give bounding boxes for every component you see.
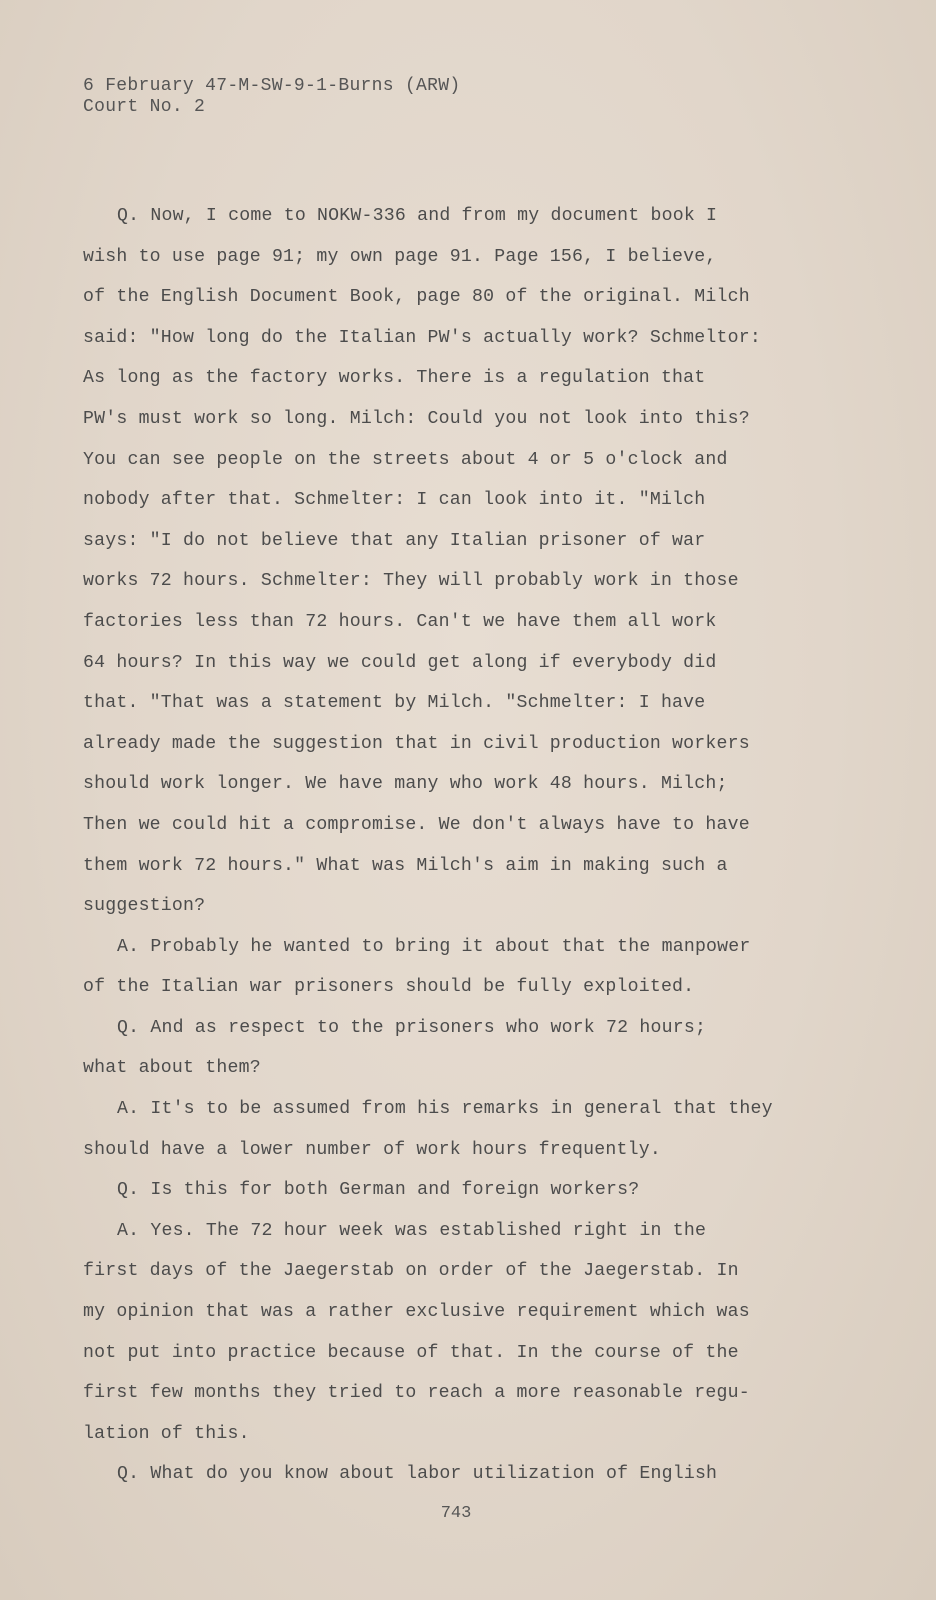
transcript-line: already made the suggestion that in civil production workers xyxy=(83,733,750,754)
transcript-line: suggestion? xyxy=(83,896,206,917)
transcript-line: factories less than 72 hours. Can't we have them all work xyxy=(83,611,717,632)
document-header xyxy=(83,76,460,118)
header-date-line: 6 February 47-M-SW-9-1-Burns (ARW) xyxy=(83,76,461,96)
transcript-line: 64 hours? In this way we could get along if everybody did xyxy=(83,652,717,673)
transcript-line: Q. Now, I come to NOKW-336 and from my document book I xyxy=(117,206,718,226)
transcript-line: Then we could hit a compromise. We don't always have to have xyxy=(83,814,750,835)
transcript-line: not put into practice because of that. In the course of the xyxy=(83,1342,739,1363)
transcript-line: first days of the Jaegerstab on order of the Jaegerstab. In xyxy=(83,1261,739,1282)
transcript-line: them work 72 hours." What was Milch's aim in making such a xyxy=(83,855,728,876)
transcript-line: A. Yes. The 72 hour week was established right in the xyxy=(117,1220,707,1241)
transcript-line: Q. Is this for both German and foreign workers? xyxy=(117,1180,640,1201)
transcript-line: my opinion that was a rather exclusive requirement which was xyxy=(83,1302,750,1323)
transcript-line: A. It's to be assumed from his remarks in general that they xyxy=(117,1099,773,1120)
transcript-line: Q. And as respect to the prisoners who work 72 hours; xyxy=(117,1017,707,1038)
transcript-line: lation of this. xyxy=(83,1423,250,1444)
transcript-line: should work longer. We have many who work 48 hours. Milch; xyxy=(83,774,728,795)
transcript-line: should have a lower number of work hours frequently. xyxy=(83,1139,661,1160)
transcript-line: PW's must work so long. Milch: Could you not look into this? xyxy=(83,408,750,429)
header-court-line: Court No. 2 xyxy=(83,97,206,117)
transcript-body xyxy=(83,196,843,1495)
transcript-line: nobody after that. Schmelter: I can look into it. "Milch xyxy=(83,490,706,511)
transcript-line: says: "I do not believe that any Italian prisoner of war xyxy=(83,530,706,551)
page-number: 743 xyxy=(440,1504,472,1523)
transcript-line: You can see people on the streets about 4 or 5 o'clock and xyxy=(83,449,728,470)
transcript-line: Q. What do you know about labor utilization of English xyxy=(117,1464,718,1485)
page-footer xyxy=(0,1504,936,1523)
transcript-line: wish to use page 91; my own page 91. Page 156, I believe, xyxy=(83,246,717,267)
transcript-line: of the English Document Book, page 80 of the original. Milch xyxy=(83,287,750,308)
transcript-line: what about them? xyxy=(83,1058,261,1079)
transcript-line: said: "How long do the Italian PW's actually work? Schmeltor: xyxy=(83,327,761,348)
transcript-line: As long as the factory works. There is a regulation that xyxy=(83,368,706,389)
transcript-line: of the Italian war prisoners should be fully exploited. xyxy=(83,977,695,998)
transcript-line: A. Probably he wanted to bring it about that the manpower xyxy=(117,936,751,957)
transcript-line: that. "That was a statement by Milch. "Schmelter: I have xyxy=(83,693,706,714)
transcript-line: first few months they tried to reach a more reasonable regu- xyxy=(83,1383,750,1404)
transcript-line: works 72 hours. Schmelter: They will probably work in those xyxy=(83,571,739,592)
